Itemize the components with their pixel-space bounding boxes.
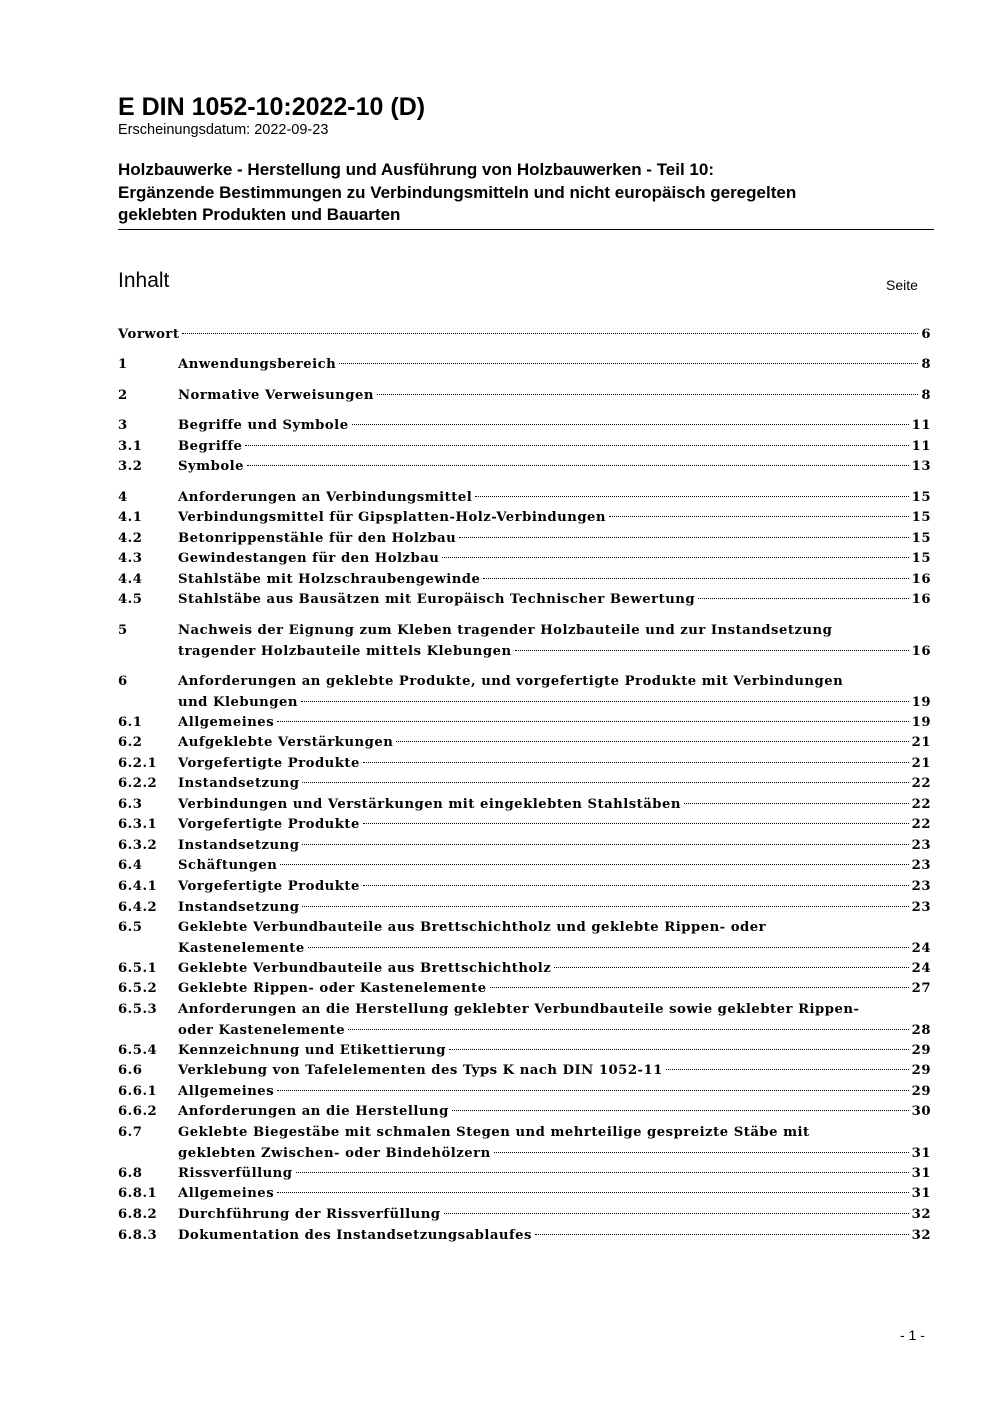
toc-entry-body [178, 1082, 931, 1103]
toc-entry-line [178, 508, 931, 529]
toc-entry-body [178, 1205, 931, 1226]
title-line: Ergänzende Bestimmungen zu Verbindungsmitteln und nicht europäisch geregelten [118, 182, 797, 202]
toc-entry-body [178, 713, 931, 734]
title-line: Holzbauwerke - Herstellung und Ausführung von Holzbauwerken - Teil 10: [118, 160, 715, 179]
toc-entry-title: Begriffe und Symbole [178, 418, 349, 433]
dot-leader [515, 650, 909, 651]
toc-entry-line [178, 898, 931, 919]
dot-leader [363, 823, 909, 824]
toc-entry-page: 11 [911, 439, 931, 454]
toc-entry-line [178, 713, 931, 734]
dot-leader [684, 803, 909, 804]
toc-entry-body [178, 386, 931, 407]
toc-entry-number: 6.2.1 [118, 756, 158, 771]
toc-entry-title: tragender Holzbauteile mittels Klebungen [178, 643, 512, 659]
toc-entry-title: Vorgefertigte Produkte [178, 756, 360, 771]
dot-leader [475, 496, 908, 497]
dot-leader [483, 578, 908, 579]
toc-entry-number: 4.5 [118, 592, 143, 607]
toc-entry-body [178, 355, 931, 376]
toc-entry-page: 19 [911, 715, 931, 730]
dot-leader [302, 906, 908, 907]
toc-entry-page: 21 [911, 735, 931, 750]
toc-entry-line [178, 1164, 931, 1185]
toc-entry-body [178, 590, 931, 611]
toc-entry-line [178, 754, 931, 775]
dot-leader [339, 363, 918, 364]
toc-entry-body [178, 1102, 931, 1123]
toc-entry-title: Geklebte Rippen- oder Kastenelemente [178, 981, 487, 996]
toc-entry-line [178, 355, 931, 376]
toc-entry-number: 6.6 [118, 1063, 143, 1078]
toc-entry-page: 32 [911, 1228, 931, 1243]
toc-entry-page: 29 [911, 1063, 931, 1078]
dot-leader [280, 864, 908, 865]
toc-entry-body [178, 529, 931, 550]
dot-leader [377, 394, 918, 395]
publication-date: Erscheinungsdatum: 2022-09-23 [118, 122, 329, 138]
toc-entry-body [178, 457, 931, 478]
toc-entry-title: Durchführung der Rissverfüllung [178, 1207, 441, 1222]
toc-entry-number: 3.2 [118, 459, 143, 474]
toc-entry-title: Instandsetzung [178, 838, 300, 853]
toc-entry-line [178, 877, 931, 898]
toc-entry-title: Anwendungsbereich [178, 357, 337, 372]
toc-entry-page: 22 [911, 797, 931, 812]
toc-entry-number: 6.5.2 [118, 981, 158, 996]
page-column-label: Seite [886, 277, 918, 293]
toc-entry-number: 6.4.1 [118, 879, 158, 894]
dot-leader [301, 701, 909, 702]
toc-entry-title: Verbindungen und Verstärkungen mit eingeklebten Stahlstäben [178, 797, 682, 812]
toc-entry-page: 23 [911, 900, 931, 915]
toc-entry-number: 6.5.1 [118, 961, 158, 976]
toc-entry-title: Verbindungsmittel für Gipsplatten-Holz-Verbindungen [178, 510, 607, 525]
dot-leader [363, 885, 909, 886]
toc-entry-number: 6.5.4 [118, 1043, 158, 1058]
dot-leader [302, 844, 908, 845]
toc-entry-number: 1 [118, 357, 128, 372]
toc-entry-number: 4.3 [118, 551, 143, 566]
toc-entry-title: Kastenelemente [178, 940, 305, 956]
toc-entry-body [178, 815, 931, 836]
toc-entry-number: 6.3.1 [118, 817, 158, 832]
toc-entry-body [178, 795, 931, 816]
toc-entry-page: 15 [911, 510, 931, 525]
toc-entry-body [178, 1000, 931, 1041]
toc-entry-title: Stahlstäbe aus Bausätzen mit Europäisch Technischer Bewertung [178, 592, 696, 607]
toc-entry-page: 23 [911, 858, 931, 873]
toc-entry-body [178, 488, 931, 509]
toc-entry-page: 15 [911, 551, 931, 566]
toc-entry-body [178, 549, 931, 570]
toc-entry-line [178, 1184, 931, 1205]
toc-entry-title: Allgemeines [178, 715, 275, 730]
toc-entry-body [178, 1061, 931, 1082]
toc-entry-line [178, 437, 931, 458]
toc-entry-number: 6.7 [118, 1125, 143, 1140]
toc-entry-page: 31 [911, 1145, 931, 1161]
toc-entry-title: Betonrippenstähle für den Holzbau [178, 531, 457, 546]
toc-entry-number: 3.1 [118, 439, 143, 454]
toc-entry-body [178, 437, 931, 458]
toc-entry-page: 8 [921, 357, 931, 372]
toc-entry-title: Symbole [178, 459, 245, 474]
title-line: geklebten Produkten und Bauarten [118, 205, 401, 224]
dot-leader [609, 516, 909, 517]
toc-entry-line [178, 979, 931, 1000]
dot-leader [247, 465, 909, 466]
toc-entry-page: 29 [911, 1043, 931, 1058]
toc-entry-line [178, 642, 931, 663]
toc-entry-line [178, 529, 931, 550]
toc-entry-body [118, 325, 931, 346]
toc-entry-line [178, 856, 931, 877]
toc-entry-title: Dokumentation des Instandsetzungsablaufes [178, 1228, 532, 1243]
toc-entry-number: 6.8.1 [118, 1186, 158, 1201]
toc-entry-title: Allgemeines [178, 1186, 275, 1201]
toc-entry-page: 15 [911, 531, 931, 546]
toc-entry-title: Aufgeklebte Verstärkungen [178, 735, 394, 750]
toc-entry-page: 31 [911, 1166, 931, 1181]
toc-entry-number: 4 [118, 490, 128, 505]
toc-entry-number: 6 [118, 674, 128, 689]
toc-entry-line [178, 1021, 931, 1042]
toc-entry-page: 16 [911, 643, 931, 659]
toc-entry-body [178, 898, 931, 919]
toc-entry-line [178, 1061, 931, 1082]
toc-entry-page: 16 [911, 572, 931, 587]
toc-entry-title: Verklebung von Tafelelementen des Typs K nach DIN 1052-11 [178, 1063, 663, 1078]
toc-entry-title: Vorgefertigte Produkte [178, 879, 360, 894]
toc-entry-page: 32 [911, 1207, 931, 1222]
toc-entry-page: 28 [911, 1022, 931, 1038]
toc-entry-line [178, 1102, 931, 1123]
toc-entry-body [178, 856, 931, 877]
toc-entry-line [178, 1041, 931, 1062]
toc-entry-line [178, 774, 931, 795]
toc-entry-number: 6.6.1 [118, 1084, 158, 1099]
document-number: E DIN 1052-10:2022-10 (D) [118, 93, 426, 121]
dot-leader [277, 1090, 909, 1091]
dot-leader [449, 1049, 909, 1050]
toc-entry-body [178, 979, 931, 1000]
toc-entry-number: 6.4.2 [118, 900, 158, 915]
toc-entry-number: 6.3 [118, 797, 143, 812]
toc-entry-page: 6 [921, 327, 931, 342]
dot-leader [698, 598, 909, 599]
dot-leader [459, 537, 908, 538]
toc-entry-body [178, 416, 931, 437]
toc-entry-body [178, 570, 931, 591]
toc-entry-body [178, 959, 931, 980]
toc-entry-page: 24 [911, 961, 931, 976]
toc-entry-title: Anforderungen an geklebte Produkte, und vorgefertigte Produkte mit Verbindungen [178, 674, 844, 689]
dot-leader [308, 947, 909, 948]
toc-entry-page: 31 [911, 1186, 931, 1201]
toc-entry-line [178, 1205, 931, 1226]
toc-entry-title: Allgemeines [178, 1084, 275, 1099]
dot-leader [352, 424, 909, 425]
dot-leader [444, 1213, 909, 1214]
toc-entry-page: 21 [911, 756, 931, 771]
dot-leader [302, 782, 908, 783]
toc-entry-title: Vorgefertigte Produkte [178, 817, 360, 832]
toc-entry-body [178, 1164, 931, 1185]
toc-entry-body [178, 918, 931, 959]
toc-entry-title: Schäftungen [178, 858, 278, 873]
dot-leader [277, 1192, 909, 1193]
toc-entry-title: Anforderungen an Verbindungsmittel [178, 490, 473, 505]
toc-entry-number: 6.2.2 [118, 776, 158, 791]
dot-leader [666, 1069, 909, 1070]
toc-entry-title: Kennzeichnung und Etikettierung [178, 1043, 446, 1058]
toc-entry-title: Nachweis der Eignung zum Kleben tragender Holzbauteile und zur Instandsetzung [178, 623, 833, 638]
dot-leader [396, 741, 908, 742]
toc-entry-number: 6.8.3 [118, 1228, 158, 1243]
toc-entry-body [178, 877, 931, 898]
toc-entry-number: 6.8.2 [118, 1207, 158, 1222]
toc-entry-line [178, 733, 931, 754]
dot-leader [535, 1234, 909, 1235]
toc-entry-number: 6.6.2 [118, 1104, 158, 1119]
toc-entry-body [178, 1184, 931, 1205]
toc-entry-number: 6.5.3 [118, 1002, 158, 1017]
page-number: - 1 - [900, 1327, 925, 1343]
dot-leader [452, 1110, 909, 1111]
toc-entry-title: Instandsetzung [178, 776, 300, 791]
toc-entry-line [178, 1144, 931, 1165]
toc-entry-number: 4.2 [118, 531, 143, 546]
toc-entry-page: 23 [911, 879, 931, 894]
toc-entry-page: 22 [911, 817, 931, 832]
toc-entry-line [178, 488, 931, 509]
toc-entry-line [178, 693, 931, 714]
toc-entry-line [118, 325, 931, 346]
toc-entry-line [178, 386, 931, 407]
toc-entry-line [178, 959, 931, 980]
toc-entry-page: 24 [911, 940, 931, 956]
toc-entry-title: Anforderungen an die Herstellung geklebter Verbundbauteile sowie geklebter Rippen- [178, 1002, 860, 1017]
toc-entry-line [178, 1226, 931, 1247]
toc-entry-number: 6.2 [118, 735, 143, 750]
toc-entry-number: 6.4 [118, 858, 143, 873]
toc-entry-number: 4.4 [118, 572, 143, 587]
toc-entry-page: 29 [911, 1084, 931, 1099]
toc-entry-title: Geklebte Verbundbauteile aus Brettschichtholz [178, 961, 552, 976]
toc-entry-title: Vorwort [118, 327, 180, 342]
toc-entry-page: 16 [911, 592, 931, 607]
toc-entry-title: geklebten Zwischen- oder Bindehölzern [178, 1145, 491, 1161]
toc-entry-page: 22 [911, 776, 931, 791]
dot-leader [494, 1152, 909, 1153]
toc-entry-number: 6.5 [118, 920, 143, 935]
dot-leader [348, 1029, 908, 1030]
dot-leader [296, 1172, 909, 1173]
dot-leader [554, 967, 908, 968]
toc-entry-body [178, 1226, 931, 1247]
toc-entry-page: 15 [911, 490, 931, 505]
toc-entry-line [178, 457, 931, 478]
toc-entry-title: Begriffe [178, 439, 243, 454]
dot-leader [490, 987, 909, 988]
toc-entry-body [178, 1123, 931, 1164]
toc-entry-number: 4.1 [118, 510, 143, 525]
dot-leader [182, 333, 918, 334]
toc-entry-line [178, 939, 931, 960]
dot-leader [245, 445, 908, 446]
toc-entry-page: 13 [911, 459, 931, 474]
toc-entry-line [178, 549, 931, 570]
toc-entry-page: 23 [911, 838, 931, 853]
toc-entry-page: 27 [911, 981, 931, 996]
toc-entry-page: 8 [921, 388, 931, 403]
toc-entry-page: 30 [911, 1104, 931, 1119]
toc-entry-title: Instandsetzung [178, 900, 300, 915]
dot-leader [442, 557, 908, 558]
toc-entry-line [178, 590, 931, 611]
toc-entry-title: und Klebungen [178, 694, 298, 710]
toc-entry-body [178, 672, 931, 713]
toc-entry-page: 11 [911, 418, 931, 433]
toc-entry-line [178, 416, 931, 437]
toc-entry-number: 6.3.2 [118, 838, 158, 853]
toc-entry-body [178, 733, 931, 754]
dot-leader [363, 762, 909, 763]
toc-entry-number: 5 [118, 623, 128, 638]
toc-heading: Inhalt [118, 269, 170, 292]
toc-entry-line [178, 795, 931, 816]
toc-entry-line [178, 836, 931, 857]
toc-entry-page: 19 [911, 694, 931, 710]
toc-entry-number: 6.8 [118, 1166, 143, 1181]
toc-entry-title: Geklebte Verbundbauteile aus Brettschichtholz und geklebte Rippen- oder [178, 920, 767, 935]
toc-entry-body [178, 1041, 931, 1062]
toc-entry-title: Stahlstäbe mit Holzschraubengewinde [178, 572, 481, 587]
toc-entry-line [178, 815, 931, 836]
toc-entry-title: Anforderungen an die Herstellung [178, 1104, 449, 1119]
toc-entry-number: 3 [118, 418, 128, 433]
toc-entry-number: 6.1 [118, 715, 143, 730]
toc-entry-number: 2 [118, 388, 128, 403]
toc-entry-line [178, 1082, 931, 1103]
toc-entry-body [178, 836, 931, 857]
toc-entry-body [178, 508, 931, 529]
toc-entry-title: Geklebte Biegestäbe mit schmalen Stegen und mehrteilige gespreizte Stäbe mit [178, 1125, 810, 1140]
toc-entry-title: Normative Verweisungen [178, 388, 374, 403]
dot-leader [277, 721, 909, 722]
toc-entry-body [178, 774, 931, 795]
toc-entry-title: Gewindestangen für den Holzbau [178, 551, 440, 566]
toc-entry-title: oder Kastenelemente [178, 1022, 346, 1038]
toc-entry-body [178, 621, 931, 662]
toc-entry-title: Rissverfüllung [178, 1166, 293, 1181]
toc-entry-line [178, 570, 931, 591]
toc-entry-body [178, 754, 931, 775]
